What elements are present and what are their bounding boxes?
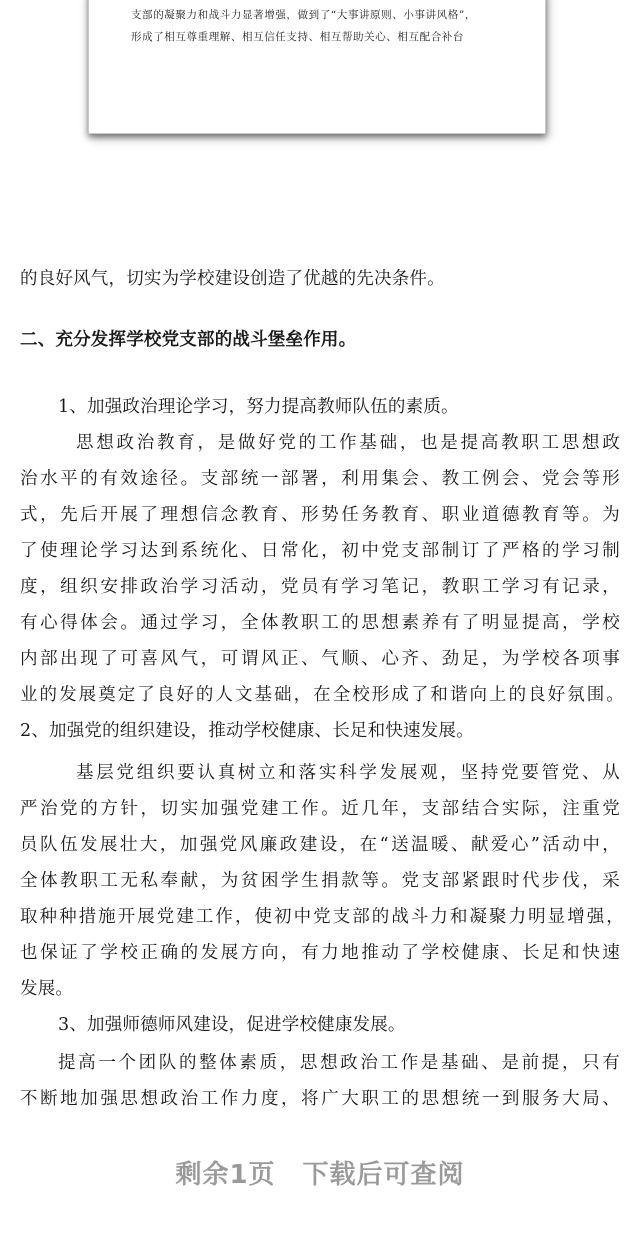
preview-page-card [88, 0, 546, 134]
paragraph-line: 取种种措施开展党建工作，使初中党支部的战斗力和凝聚力明显增强， [20, 907, 624, 927]
subsection-heading: 3、加强师德师风建设，促进学校健康发展。 [58, 1015, 406, 1035]
paragraph-line: 思想政治教育，是做好党的工作基础，也是提高教职工思想政 [76, 433, 620, 453]
paragraph-line: 基层党组织要认真树立和落实科学发展观，坚持党要管党、从 [76, 763, 620, 783]
paragraph-line: 发展。 [20, 979, 74, 999]
paragraph-line: 有心得体会。通过学习，全体教职工的思想素养有了明显提高，学校 [20, 613, 620, 633]
paragraph-line: 治水平的有效途径。支部统一部署，利用集会、教工例会、党会等形 [20, 469, 620, 489]
paragraph-line: 提高一个团队的整体素质，思想政治工作是基础、是前提，只有 [58, 1053, 620, 1073]
remaining-pages-notice[interactable]: 剩余1页 下载后可查阅 [175, 1160, 465, 1190]
paragraph-line: 了使理论学习达到系统化、日常化，初中党支部制订了严格的学习制 [20, 541, 620, 561]
paragraph-line: 全体教职工无私奉献，为贫困学生捐款等。党支部紧跟时代步伐，采 [20, 871, 620, 891]
paragraph-line: 也保证了学校正确的发展方向，有力地推动了学校健康、长足和快速 [20, 943, 620, 963]
paragraph-line: 业的发展奠定了良好的人文基础，在全校形成了和谐向上的良好氛围。 [20, 685, 624, 705]
subsection-heading: 1、加强政治理论学习，努力提高教师队伍的素质。 [58, 397, 459, 417]
paragraph-continuation: 的良好风气，切实为学校建设创造了优越的先决条件。 [20, 269, 445, 289]
paragraph-line: 内部出现了可喜风气，可谓风正、气顺、心齐、劲足，为学校各项事 [20, 649, 620, 669]
paragraph-line: 式，先后开展了理想信念教育、形势任务教育、职业道德教育等。为 [20, 505, 620, 525]
paragraph-line: 严治党的方针，切实加强党建工作。近几年，支部结合实际，注重党 [20, 799, 620, 819]
paragraph-line: 度，组织安排政治学习活动，党员有学习笔记，教职工学习有记录， [20, 577, 620, 597]
preview-line: 形成了相互尊重理解、相互信任支持、相互帮助关心、相互配合补台 [131, 31, 464, 43]
paragraph-line: 员队伍发展壮大，加强党风廉政建设，在“送温暖、献爱心”活动中， [20, 835, 620, 855]
section-heading: 二、充分发挥学校党支部的战斗堡垒作用。 [20, 330, 357, 350]
paragraph-line: 不断地加强思想政治工作力度，将广大职工的思想统一到服务大局、 [20, 1089, 620, 1109]
subsection-heading: 2、加强党的组织建设，推动学校健康、长足和快速发展。 [20, 721, 474, 741]
preview-line: 支部的凝聚力和战斗力显著增强，做到了“大事讲原则、小事讲风格”， [131, 9, 476, 21]
